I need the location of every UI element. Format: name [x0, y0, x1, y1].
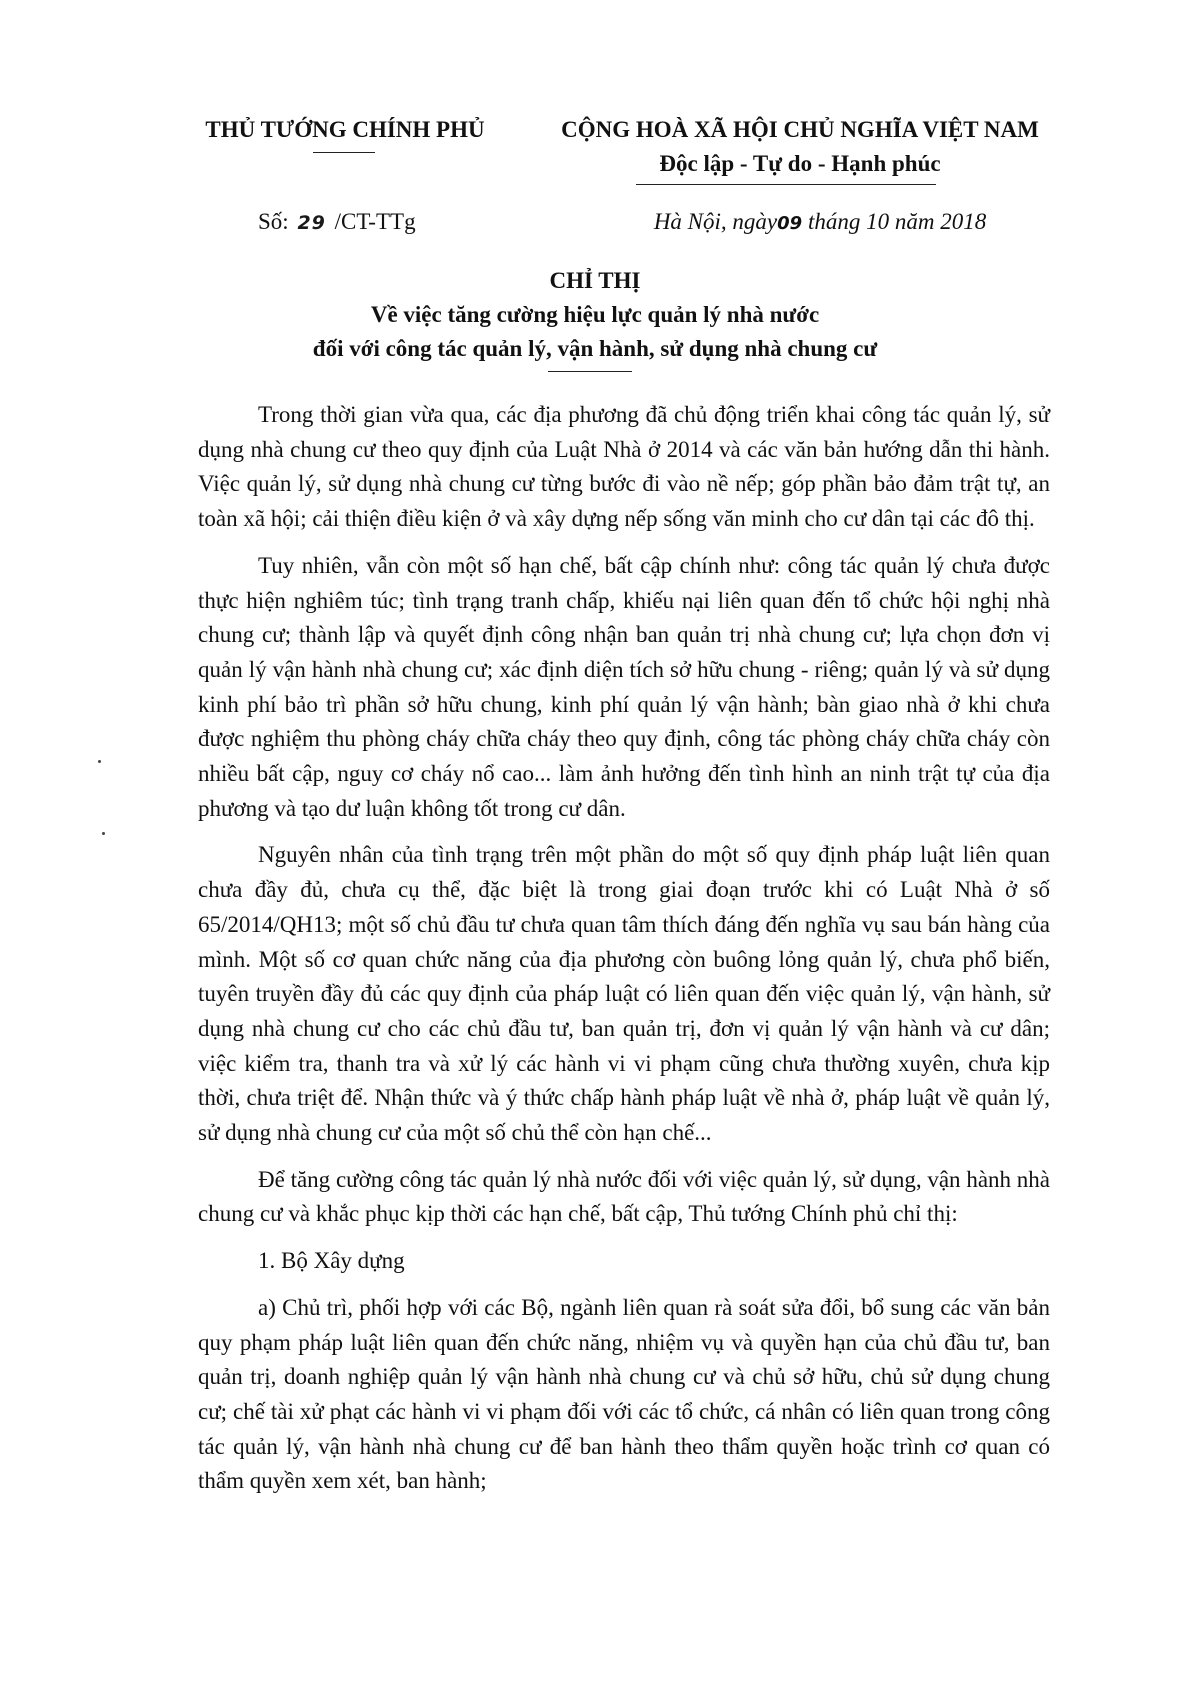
issuer-block — [195, 113, 495, 147]
subject-line-2: đối với công tác quản lý, vận hành, sử dụng nhà chung cư — [312, 336, 878, 361]
scan-speck — [102, 832, 105, 835]
paragraph-causes: Nguyên nhân của tình trạng trên một phần do một số quy định pháp luật liên quan chưa đầy đủ, chưa cụ thể, đặc biệt là trong giai đoạn trước khi có Luật Nhà ở số 65/2014/QH13; một số chủ đầu tư chưa quan tâm thích đáng đến nghĩa vụ sau bán hàng của mình. Một số cơ quan chức năng của địa phương còn buông lỏng quản lý, chưa phổ biến, tuyên truyền đầy đủ các quy định của pháp luật có liên quan đến việc quản lý, vận hành, sử dụng nhà chung cư cho các chủ đầu tư, ban quản trị, đơn vị quản lý vận hành và cư dân; việc kiểm tra, thanh tra và xử lý các hành vi vi phạm cũng chưa thường xuyên, chưa kịp thời, chưa triệt để. Nhận thức và ý thức chấp hành pháp luật về nhà ở, pháp luật về quản lý, sử dụng nhà chung cư của một số chủ thể còn hạn chế... — [198, 842, 1050, 1146]
document-kind: CHỈ THỊ — [549, 268, 641, 293]
number-suffix: /CT-TTg — [334, 209, 416, 234]
number-prefix: Số: — [258, 209, 289, 234]
handwritten-number: 29 — [297, 212, 326, 234]
issuer-name: THỦ TƯỚNG CHÍNH PHỦ — [205, 117, 485, 142]
subject-line-1: Về việc tăng cường hiệu lực quản lý nhà nước — [370, 302, 820, 327]
paragraph-intro: Trong thời gian vừa qua, các địa phương đã chủ động triển khai công tác quản lý, sử dụng nhà chung cư theo quy định của Luật Nhà ở 2014 và các văn bản hướng dẫn thi hành. Việc quản lý, sử dụng nhà chung cư từng bước đi vào nề nếp; góp phần bảo đảm trật tự, an toàn xã hội; cải thiện điều kiện ở và xây dựng nếp sống văn minh cho cư dân tại các đô thị. — [198, 402, 1050, 532]
national-motto: Độc lập - Tự do - Hạnh phúc — [659, 151, 941, 176]
motto-underline — [636, 184, 936, 185]
date-place: Hà Nội, ngày — [653, 209, 778, 234]
document-number — [258, 205, 416, 240]
issuer-underline — [313, 152, 375, 153]
country-name: CỘNG HOÀ XÃ HỘI CHỦ NGHĨA VIỆT NAM — [561, 117, 1039, 142]
scan-speck — [98, 760, 101, 763]
item-a: a) Chủ trì, phối hợp với các Bộ, ngành liên quan rà soát sửa đổi, bổ sung các văn bản quy phạm pháp luật liên quan đến chức năng, nhiệm vụ và quyền hạn của chủ đầu tư, ban quản trị, doanh nghiệp quản lý vận hành nhà chung cư và chủ sở hữu, chủ sử dụng chung cư; chế tài xử phạt các hành vi vi phạm đối với các tổ chức, cá nhân có liên quan trong công tác quản lý, vận hành nhà chung cư để ban hành theo thẩm quyền hoặc trình cơ quan có thẩm quyền xem xét, ban hành; — [198, 1294, 1050, 1494]
document-title — [150, 264, 1040, 366]
issue-date — [600, 205, 1040, 241]
document-body — [198, 398, 1050, 1511]
paragraph-limitations: Tuy nhiên, vẫn còn một số hạn chế, bất cập chính như: công tác quản lý chưa được thực hiện nghiêm túc; tình trạng tranh chấp, khiếu nại liên quan đến tổ chức hội nghị nhà chung cư; thành lập và quyết định công nhận ban quản trị nhà chung cư; lựa chọn đơn vị quản lý vận hành nhà chung cư; xác định diện tích sở hữu chung - riêng; quản lý và sử dụng kinh phí bảo trì phần sở hữu chung, kinh phí quản lý vận hành; bàn giao nhà ở khi chưa được nghiệm thu phòng cháy chữa cháy theo quy định, công tác phòng cháy chữa cháy còn nhiều bất cập, nguy cơ cháy nổ cao... làm ảnh hưởng đến tình hình an ninh trật tự của địa phương và tạo dư luận không tốt trong cư dân. — [198, 552, 1050, 821]
national-header — [520, 113, 1080, 181]
paragraph-directive: Để tăng cường công tác quản lý nhà nước đối với việc quản lý, sử dụng, vận hành nhà chung cư và khắc phục kịp thời các hạn chế, bất cập, Thủ tướng Chính phủ chỉ thị: — [198, 1166, 1050, 1227]
section-heading: 1. Bộ Xây dựng — [258, 1248, 405, 1274]
handwritten-day: 09 — [777, 213, 803, 234]
title-underline — [548, 371, 632, 372]
date-rest: tháng 10 năm 2018 — [807, 209, 987, 234]
